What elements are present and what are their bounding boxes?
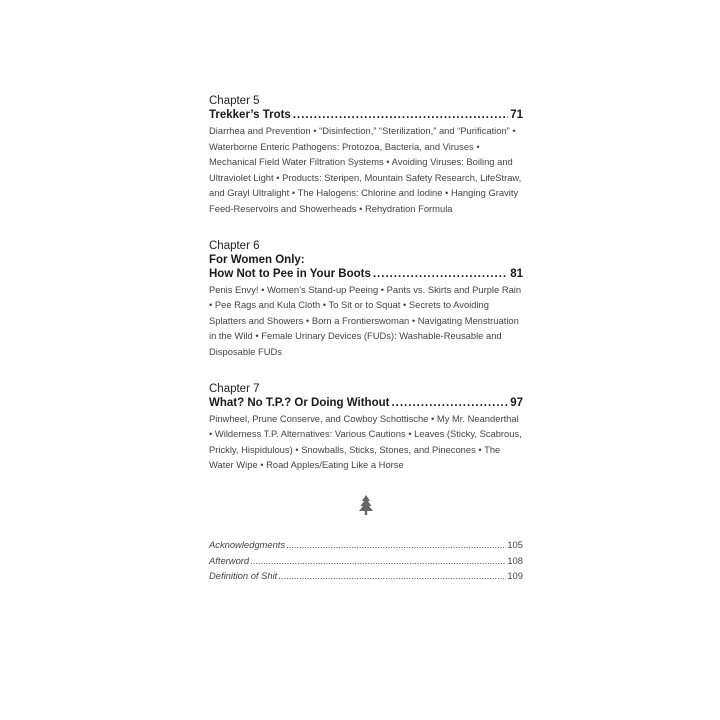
chapter-title-line xyxy=(209,267,523,281)
chapter-label: Chapter 5 xyxy=(209,95,260,107)
chapter-title-first-line: For Women Only: xyxy=(209,253,305,266)
table-of-contents-page xyxy=(209,94,523,584)
chapter-7-entry xyxy=(209,382,523,473)
chapter-title-line xyxy=(209,108,523,122)
chapter-6-entry xyxy=(209,239,523,360)
chapter-label: Chapter 7 xyxy=(209,382,260,395)
dot-leader xyxy=(278,568,506,584)
chapter-page-number: 97 xyxy=(510,396,523,409)
dot-leader xyxy=(293,108,508,122)
back-matter-title: Afterword xyxy=(209,554,250,566)
chapter-title: What? No T.P.? Or Doing Without xyxy=(209,396,390,409)
chapter-description: Penis Envy! • Women’s Stand-up Peeing • Pants vs. Skirts and Purple Rain • Pee Rags and Kula Cloth • To Sit or to Squat • Secrets to Avoiding Splatters and Showers • Born a Frontierswoman • Navigating Menstruation in the Wild • Female Urinary Devices (FUDs): Washable-Reusable and Disposable FUDs xyxy=(209,283,522,357)
back-matter-page-number: 109 xyxy=(507,570,523,582)
chapter-page-number: 71 xyxy=(510,109,523,121)
chapter-page-number: 81 xyxy=(510,267,523,280)
chapter-title: How Not to Pee in Your Boots xyxy=(209,267,371,280)
back-matter-page-number: 108 xyxy=(507,554,523,566)
back-matter-item xyxy=(209,537,523,553)
pine-tree-icon xyxy=(359,495,373,515)
dot-leader xyxy=(391,396,508,410)
chapter-title-line xyxy=(209,396,523,410)
back-matter-title: Acknowledgments xyxy=(209,538,286,550)
chapter-title: Trekker’s Trots xyxy=(209,109,291,121)
back-matter-page-number: 105 xyxy=(507,538,523,550)
back-matter-item xyxy=(209,553,523,569)
dot-leader xyxy=(250,553,506,569)
chapter-label: Chapter 6 xyxy=(209,239,260,252)
back-matter-title: Definition of Shit xyxy=(209,570,278,582)
back-matter-item xyxy=(209,568,523,584)
dot-leader xyxy=(286,537,506,553)
chapter-description: Pinwheel, Prune Conserve, and Cowboy Schottische • My Mr. Neanderthal • Wilderness T.P. Alternatives: Various Cautions • Leaves (Sticky, Scabrous, Prickly, Hispidulous) • Snowballs, Sticks, Stones, and Pinecones • The Water Wipe • Road Apples/Eating Like a Horse xyxy=(209,412,522,471)
ornament xyxy=(209,495,523,515)
dot-leader xyxy=(373,267,508,281)
back-matter-list xyxy=(209,537,523,584)
chapter-5-entry xyxy=(209,94,523,217)
chapter-description: Diarrhea and Prevention • “Disinfection,” “Sterilization,” and “Purification” • Waterborne Enteric Pathogens: Protozoa, Bacteria, and Viruses • Mechanical Field Water Filtration Systems • Avoiding Viruses: Boiling and Ultraviolet Light • Products: Steripen, Mountain Safety Research, LifeStraw, and Grayl Ultralight • The Halogens: Chlorine and Iodine • Hanging Gravity Feed-Reservoirs and Showerheads • Rehydration Formula xyxy=(209,125,522,214)
